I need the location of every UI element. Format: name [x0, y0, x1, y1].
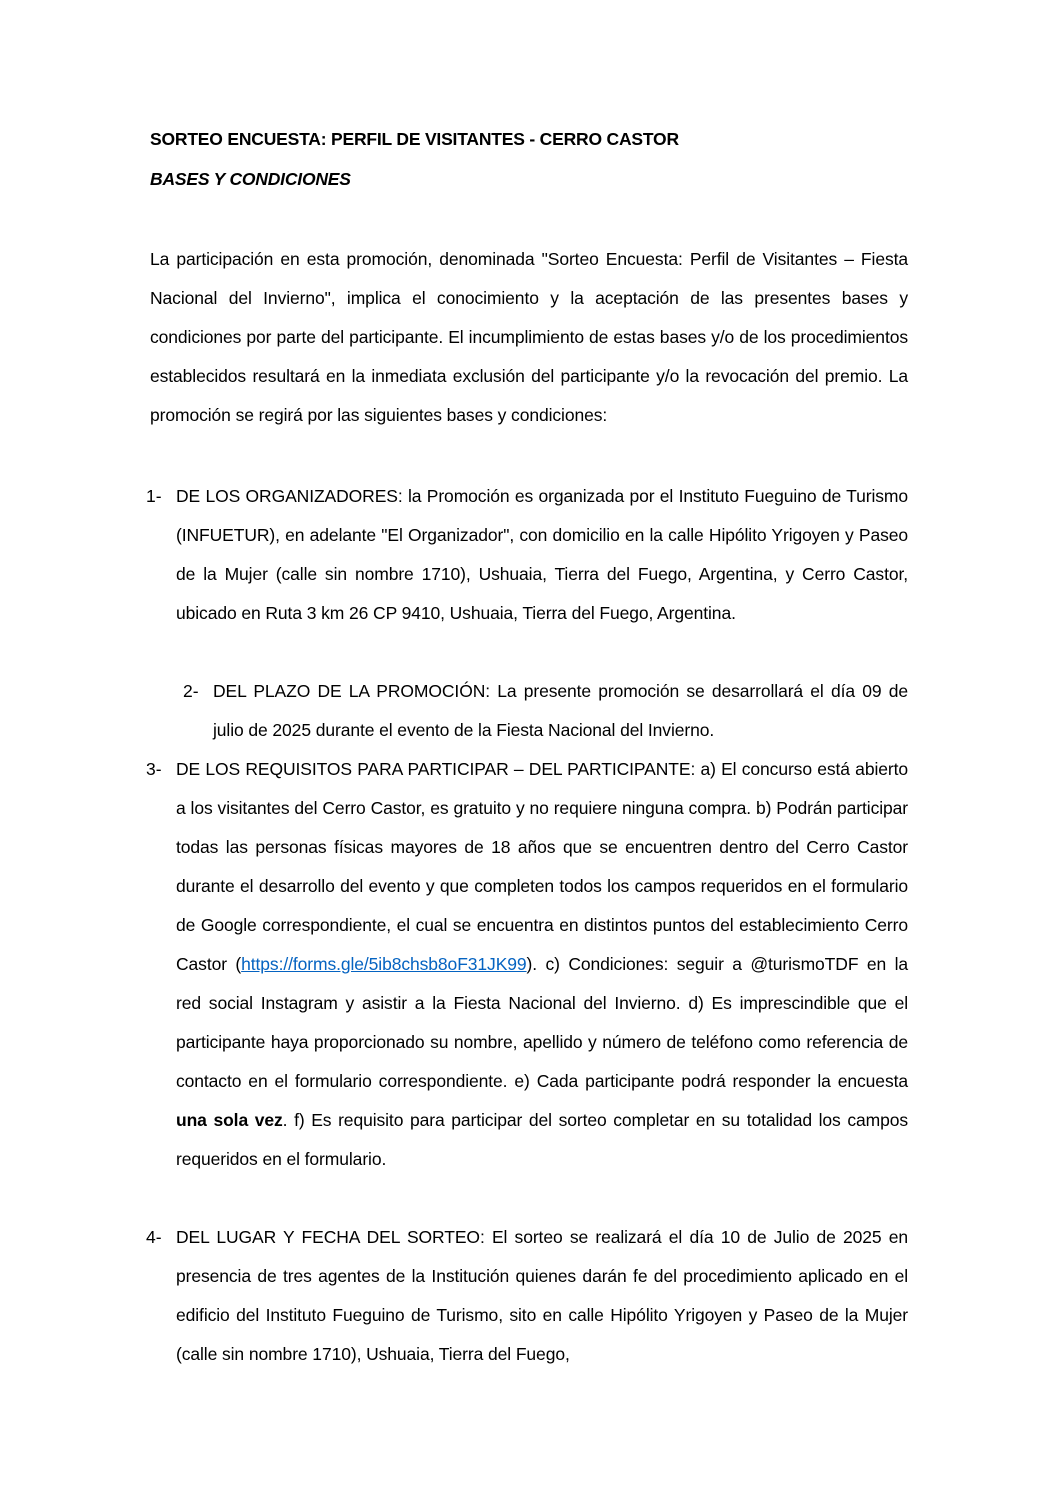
- list-item: [146, 1218, 908, 1374]
- requirements-text-part-3: . f) Es requisito para participar del sorteo completar en su totalidad los campos requeridos en el formulario.: [176, 1110, 909, 1169]
- google-form-link[interactable]: https://forms.gle/5ib8chsb8oF31JK99: [241, 954, 527, 974]
- list-item-number: 4-: [146, 1227, 162, 1247]
- document-title: SORTEO ENCUESTA: PERFIL DE VISITANTES - CERRO CASTOR: [150, 129, 679, 149]
- list-item-text: DE LOS ORGANIZADORES: la Promoción es organizada por el Instituto Fueguino de Turismo (INFUETUR), en adelante "El Organizador", con domicilio en la calle Hipólito Yrigoyen y Paseo de la Mujer (calle sin nombre 1710), Ushuaia, Tierra del Fuego, Argentina, y Cerro Castor, ubicado en Ruta 3 km 26 CP 9410, Ushuaia, Tierra del Fuego, Argentina.: [176, 486, 908, 623]
- list-item: [146, 750, 908, 1179]
- list-item-text: DEL LUGAR Y FECHA DEL SORTEO: El sorteo se realizará el día 10 de Julio de 2025 en presencia de tres agentes de la Institución quienes darán fe del procedimiento aplicado en el edificio del Instituto Fueguino de Turismo, sito en calle Hipólito Yrigoyen y Paseo de la Mujer (calle sin nombre 1710), Ushuaia, Tierra del Fuego,: [176, 1227, 908, 1364]
- list-item: [183, 672, 908, 750]
- list-item-text: DEL PLAZO DE LA PROMOCIÓN: La presente promoción se desarrollará el día 09 de julio de 2025 durante el evento de la Fiesta Nacional del Invierno.: [213, 681, 908, 740]
- requirements-text-part-1: DE LOS REQUISITOS PARA PARTICIPAR – DEL PARTICIPANTE: a) El concurso está abierto a los visitantes del Cerro Castor, es gratuito y no requiere ninguna compra. b) Podrán participar todas las personas físicas mayores de 18 años que se encuentren dentro del Cerro Castor durante el desarrollo del evento y que completen todos los campos requeridos en el formulario de Google correspondiente, el cual se encuentra en distintos puntos del establecimiento Cerro Castor (: [176, 759, 908, 974]
- list-item-number: 2-: [183, 681, 199, 701]
- list-item-text: [146, 750, 908, 1179]
- document-subtitle: BASES Y CONDICIONES: [150, 169, 351, 189]
- list-item-number: 1-: [146, 486, 162, 506]
- requirements-text-part-2: ). c) Condiciones: seguir a @turismoTDF en la red social Instagram y asistir a la Fiesta Nacional del Invierno. d) Es imprescindible que el participante haya proporcionado su nombre, apellido y número de teléfono como referencia de contacto en el formulario correspondiente. e) Cada participante podrá responder la encuesta: [176, 954, 908, 1091]
- list-item: [146, 477, 908, 633]
- list-item-number: 3-: [146, 759, 162, 779]
- one-time-emphasis: una sola vez: [176, 1110, 283, 1130]
- intro-paragraph: La participación en esta promoción, denominada "Sorteo Encuesta: Perfil de Visitantes – Fiesta Nacional del Invierno", implica el conocimiento y la aceptación de las presentes bases y condiciones por parte del participante. El incumplimiento de estas bases y/o de los procedimientos establecidos resultará en la inmediata exclusión del participante y/o la revocación del premio. La promoción se regirá por las siguientes bases y condiciones:: [150, 249, 908, 425]
